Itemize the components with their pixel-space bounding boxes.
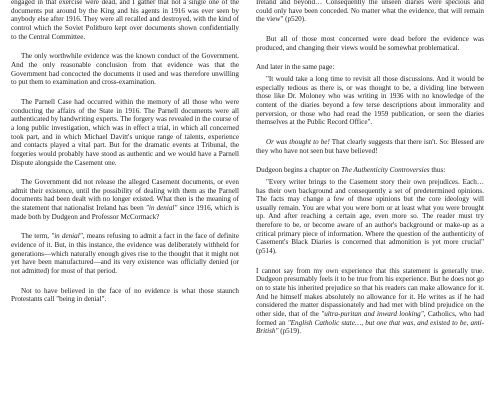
paragraph: The only worthwhile evidence was the known conduct of the Government. And the only reasonable conclusion from that evidence was that the Government had concocted the documents it used and was therefore unwilling to put them to examination and cross-examination. <box>11 52 239 87</box>
text-run: That clearly suggests that there isn't. So: Blessed are they who have not seen but have believed! <box>256 137 484 155</box>
text-run: , means refusing to admit a fact in the face of definite evidence of it. But, in this instance, the evidence was deliberately withheld for generations—which naturally enough gives rise to the thought that it might not yet have been manufactured—and its very existence was officially denied (or not admitted) for most of that period. <box>11 232 239 276</box>
paragraph: engaged in that exercise were dead, and I gather that not a single one of the documents put around by the King and his agents in 1916 was ever seen by anybody else after 1916. They were all recalled and destroyed, with the kind of control which the Soviet Politburo kept over documents shown confidentially to the Central Committee. <box>11 0 239 41</box>
text-run: since 1916, which is made both by Dudgeon and Professor McCormack? <box>11 204 239 221</box>
emphasis-text: "English Catholic state…, but one that was, and existed to be, anti-British" <box>256 318 484 336</box>
text-run: The Government did not release the alleged Casement documents, or even admit their existence, until the possibility of dealing with them as the Parnell documents had been dealt with no longer existed. What then is the meaning of the statement that nationalist Ireland has been <box>11 178 239 213</box>
paragraph <box>11 232 239 275</box>
text-run: Dudgeon begins a chapter on <box>256 166 342 175</box>
right-column <box>256 0 484 347</box>
emphasis-text: "in denial" <box>145 204 178 213</box>
block-quote: "It would take a long time to revisit all those discussions. And it would be especially tedious as there is, or was thought to be, a dividing line between those like Dr. Moloney who was writing in 1936 with no knowledge of the content of the diaries beyond a few terse descriptions about immorality and perversion, or those who had read the 1959 publication, or seen the diaries themselves at the Public Record Office". <box>256 74 484 127</box>
text-run: The term, <box>21 232 52 241</box>
paragraph: But all of those most concerned were dead before the evidence was produced, and changing their views would be somewhat problematical. <box>256 34 484 52</box>
paragraph <box>256 267 484 336</box>
paragraph <box>11 178 239 221</box>
emphasis-text: Or was thought to be! <box>266 137 330 146</box>
paragraph: And later in the same page: <box>256 63 335 72</box>
paragraph: Ireland and beyond… Consequently the unseen diaries were specious and could only have been conceded. No matter what the evidence, that will remain the view" (p520). <box>256 0 484 24</box>
paragraph <box>256 166 484 175</box>
text-run: (p519). <box>278 327 302 336</box>
text-run: thus: <box>429 166 446 175</box>
text-run: I cannot say from my own experience that this statement is generally true. Dudgeon presumably feels it to be true from his experience. But he does not go on to state his inherited prejudice so that his readers can make allowance for it. And he himself makes absolutely no allowance for it. He writes as if he had considered the matter dispassionately and had met with blind prejudice on the other side, that of the <box>256 266 484 319</box>
text-run: , Catholics, who had formed an <box>256 310 484 327</box>
block-quote: "Every writer brings to the Casement story their own prejudices. Each… has their own background and consequently a set of predetermined opinions. The facts may change a few of those opinions but the core ideology will usually remain. You are what you were born or at least what you were brought up. And after reaching a certain age, even more so. The reader must try therefore to be, or become aware of an author's background or make-up as a critical primary piece of information. Where the question of the authenticity of Casement's Black Diaries is concerned that admonition is yet more crucial" (p514). <box>256 177 484 256</box>
emphasis-text: "ultra-puritan and inward looking" <box>321 310 424 319</box>
paragraph <box>256 138 484 155</box>
paragraph: The Parnell Case had occurred within the memory of all those who were conducting the affairs of the State in 1916. The Parnell documents were all authenticated by handwriting experts. The forgery was revealed in the course of a long public investigation, which was in effect a trial, in which all concerned took part, and in which Michael Davitt's unique range of talents, experience and contacts played a vital part. But for the dramatic events at Tribunal, the forgeries would probably have stood as authentic and we would have a Parnell Dispute alongside the Casement one. <box>11 97 239 167</box>
emphasis-text: "in denial" <box>51 232 83 241</box>
emphasis-text: The Authenticity Controversies <box>341 166 430 175</box>
paragraph: Not to have believed in the face of no evidence is what those staunch Protestants call "being in denial". <box>11 286 239 304</box>
left-column <box>11 0 239 315</box>
